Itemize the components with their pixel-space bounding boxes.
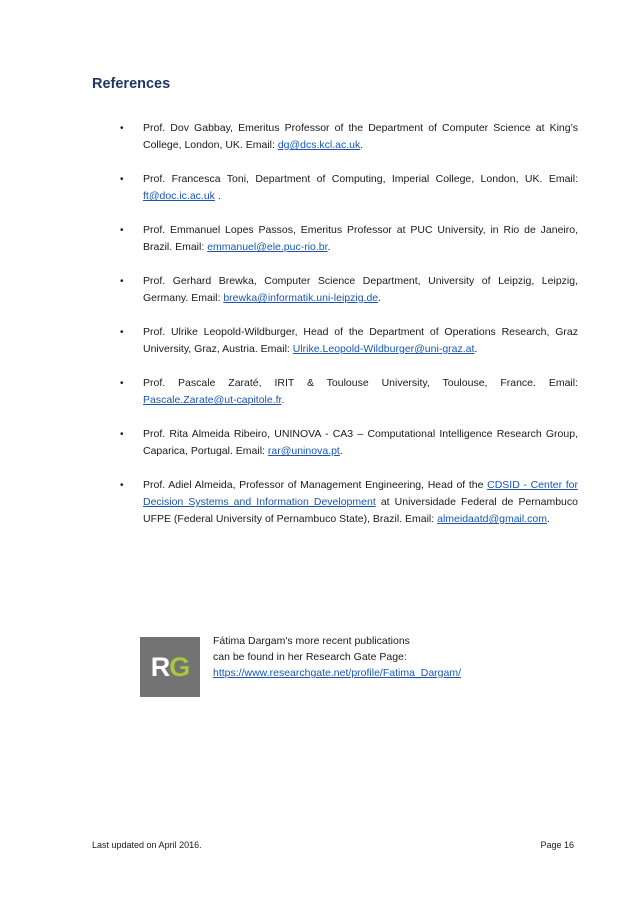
reference-text: Prof. Dov Gabbay, Emeritus Professor of the Department of Computer Science at King’s College, London, UK. Email: — [143, 122, 578, 151]
list-item — [118, 222, 578, 256]
reference-text: Prof. Emmanuel Lopes Passos, Emeritus Professor at PUC University, in Rio de Janeiro, Brazil. Email: — [143, 224, 578, 253]
email-link[interactable]: ft@doc.ic.ac.uk — [143, 190, 215, 202]
reference-text: Prof. Adiel Almeida, Professor of Management Engineering, Head of the — [143, 479, 488, 491]
researchgate-line-2: can be found in her Research Gate Page: — [213, 651, 407, 663]
reference-suffix: . — [360, 139, 364, 151]
list-item — [118, 375, 578, 409]
email-link[interactable]: rar@uninova.pt — [267, 445, 340, 457]
bullet-icon: • — [120, 225, 124, 236]
list-item — [118, 477, 578, 528]
email-link[interactable]: Ulrike.Leopold-Wildburger@uni-graz.at — [292, 343, 475, 355]
reference-suffix: . — [281, 394, 285, 406]
researchgate-line-1: Fátima Dargam's more recent publications — [213, 635, 410, 647]
logo-letter-g: G — [169, 651, 190, 682]
email-link[interactable]: brewka@informatik.uni-leipzig.de — [223, 292, 379, 304]
researchgate-logo — [140, 637, 200, 697]
cdsid-link[interactable]: CDSID - Center for Decision Systems and Information Development — [143, 479, 579, 508]
logo-letter-r: R — [150, 651, 170, 682]
list-item — [118, 324, 578, 358]
list-item — [118, 273, 578, 307]
reference-suffix: . — [327, 241, 331, 253]
researchgate-note — [213, 633, 461, 681]
reference-suffix: . — [378, 292, 382, 304]
page-title: References — [92, 76, 171, 92]
reference-text: Prof. Gerhard Brewka, Computer Science Department, University of Leipzig, Leipzig, Germany. Email: — [143, 275, 578, 304]
reference-text: Prof. Rita Almeida Ribeiro, UNINOVA - CA3 – Computational Intelligence Research Group, Caparica, Portugal. Email: — [143, 428, 578, 457]
reference-suffix: . — [339, 445, 343, 457]
bullet-icon: • — [120, 123, 124, 134]
bullet-icon: • — [120, 378, 124, 389]
email-link[interactable]: dg@dcs.kcl.ac.uk — [277, 139, 361, 151]
list-item — [118, 171, 578, 205]
reference-suffix: . — [214, 190, 221, 202]
reference-text: Prof. Francesca Toni, Department of Computing, Imperial College, London, UK. Email: — [143, 173, 578, 185]
email-link[interactable]: emmanuel@ele.puc-rio.br — [207, 241, 328, 253]
email-link[interactable]: almeidaatd@gmail.com — [437, 513, 547, 525]
list-item — [118, 426, 578, 460]
bullet-icon: • — [120, 480, 124, 491]
bullet-icon: • — [120, 327, 124, 338]
reference-text-continued: at Universidade Federal de Pernambuco UFPE (Federal University of Pernambuco State), Brazil. Email: — [143, 496, 578, 525]
reference-list — [118, 120, 578, 545]
footer-page-number: Page 16 — [540, 840, 574, 850]
list-item — [118, 120, 578, 154]
footer-last-updated: Last updated on April 2016. — [92, 840, 202, 850]
reference-suffix: . — [474, 343, 478, 355]
reference-text: Prof. Ulrike Leopold-Wildburger, Head of the Department of Operations Research, Graz University, Graz, Austria. Email: — [143, 326, 578, 355]
bullet-icon: • — [120, 276, 124, 287]
bullet-icon: • — [120, 174, 124, 185]
bullet-icon: • — [120, 429, 124, 440]
reference-suffix: . — [546, 513, 550, 525]
email-link[interactable]: Pascale.Zarate@ut-capitole.fr — [143, 394, 282, 406]
reference-text: Prof. Pascale Zaraté, IRIT & Toulouse University, Toulouse, France. Email: — [143, 377, 578, 389]
researchgate-profile-link[interactable]: https://www.researchgate.net/profile/Fatima_Dargam/ — [213, 667, 462, 679]
